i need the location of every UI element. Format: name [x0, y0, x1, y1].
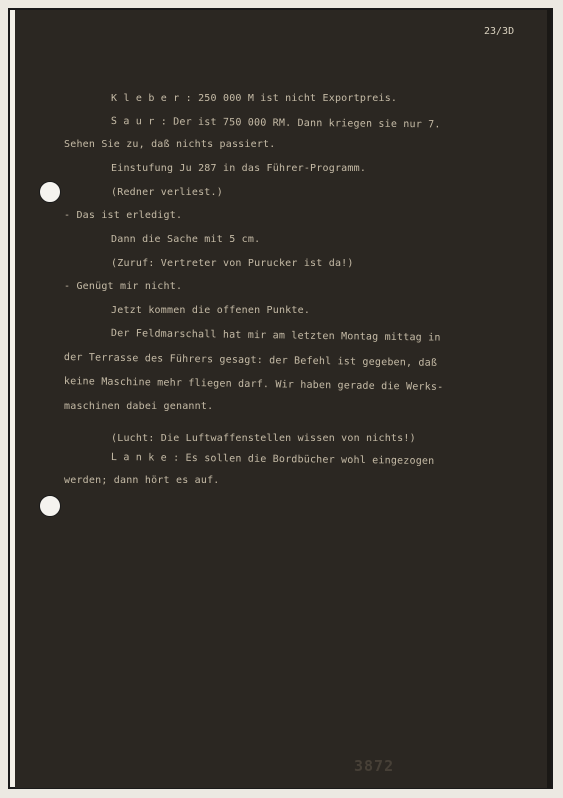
- text-line-5: (Redner verliest.): [111, 187, 223, 198]
- text-line-3: Sehen Sie zu, daß nichts passiert.: [64, 139, 276, 150]
- text-line-11: Der Feldmarschall hat mir am letzten Montag mittag in: [110, 328, 441, 344]
- text-line-14: maschinen dabei genannt.: [64, 401, 214, 412]
- text-line-7: Dann die Sache mit 5 cm.: [111, 234, 261, 245]
- text-line-17: werden; dann hört es auf.: [64, 475, 220, 486]
- text-line-16: L a n k e : Es sollen die Bordbücher wohl eingezogen: [110, 452, 435, 467]
- text-line-1: K l e b e r : 250 000 M ist nicht Exportpreis.: [111, 93, 398, 104]
- archive-stamp-number: 3872: [354, 757, 395, 775]
- text-line-12: der Terrasse des Führers gesagt: der Befehl ist gegeben, daß: [63, 352, 438, 369]
- text-line-10: Jetzt kommen die offenen Punkte.: [111, 305, 311, 316]
- punch-hole-bottom: [39, 495, 61, 517]
- text-line-6: - Das ist erledigt.: [64, 210, 183, 221]
- text-line-2: S a u r : Der ist 750 000 RM. Dann kriegen sie nur 7.: [110, 116, 441, 131]
- punch-hole-top: [39, 181, 61, 203]
- page-reference: 23/3D: [484, 26, 515, 37]
- text-line-13: keine Maschine mehr fliegen darf. Wir haben gerade die Werks-: [63, 376, 444, 393]
- text-line-9: - Genügt mir nicht.: [64, 281, 183, 292]
- text-line-4: Einstufung Ju 287 in das Führer-Programm.: [111, 163, 367, 174]
- text-line-8: (Zuruf: Vertreter von Purucker ist da!): [111, 258, 354, 269]
- text-line-15: (Lucht: Die Luftwaffenstellen wissen von nichts!): [111, 433, 416, 444]
